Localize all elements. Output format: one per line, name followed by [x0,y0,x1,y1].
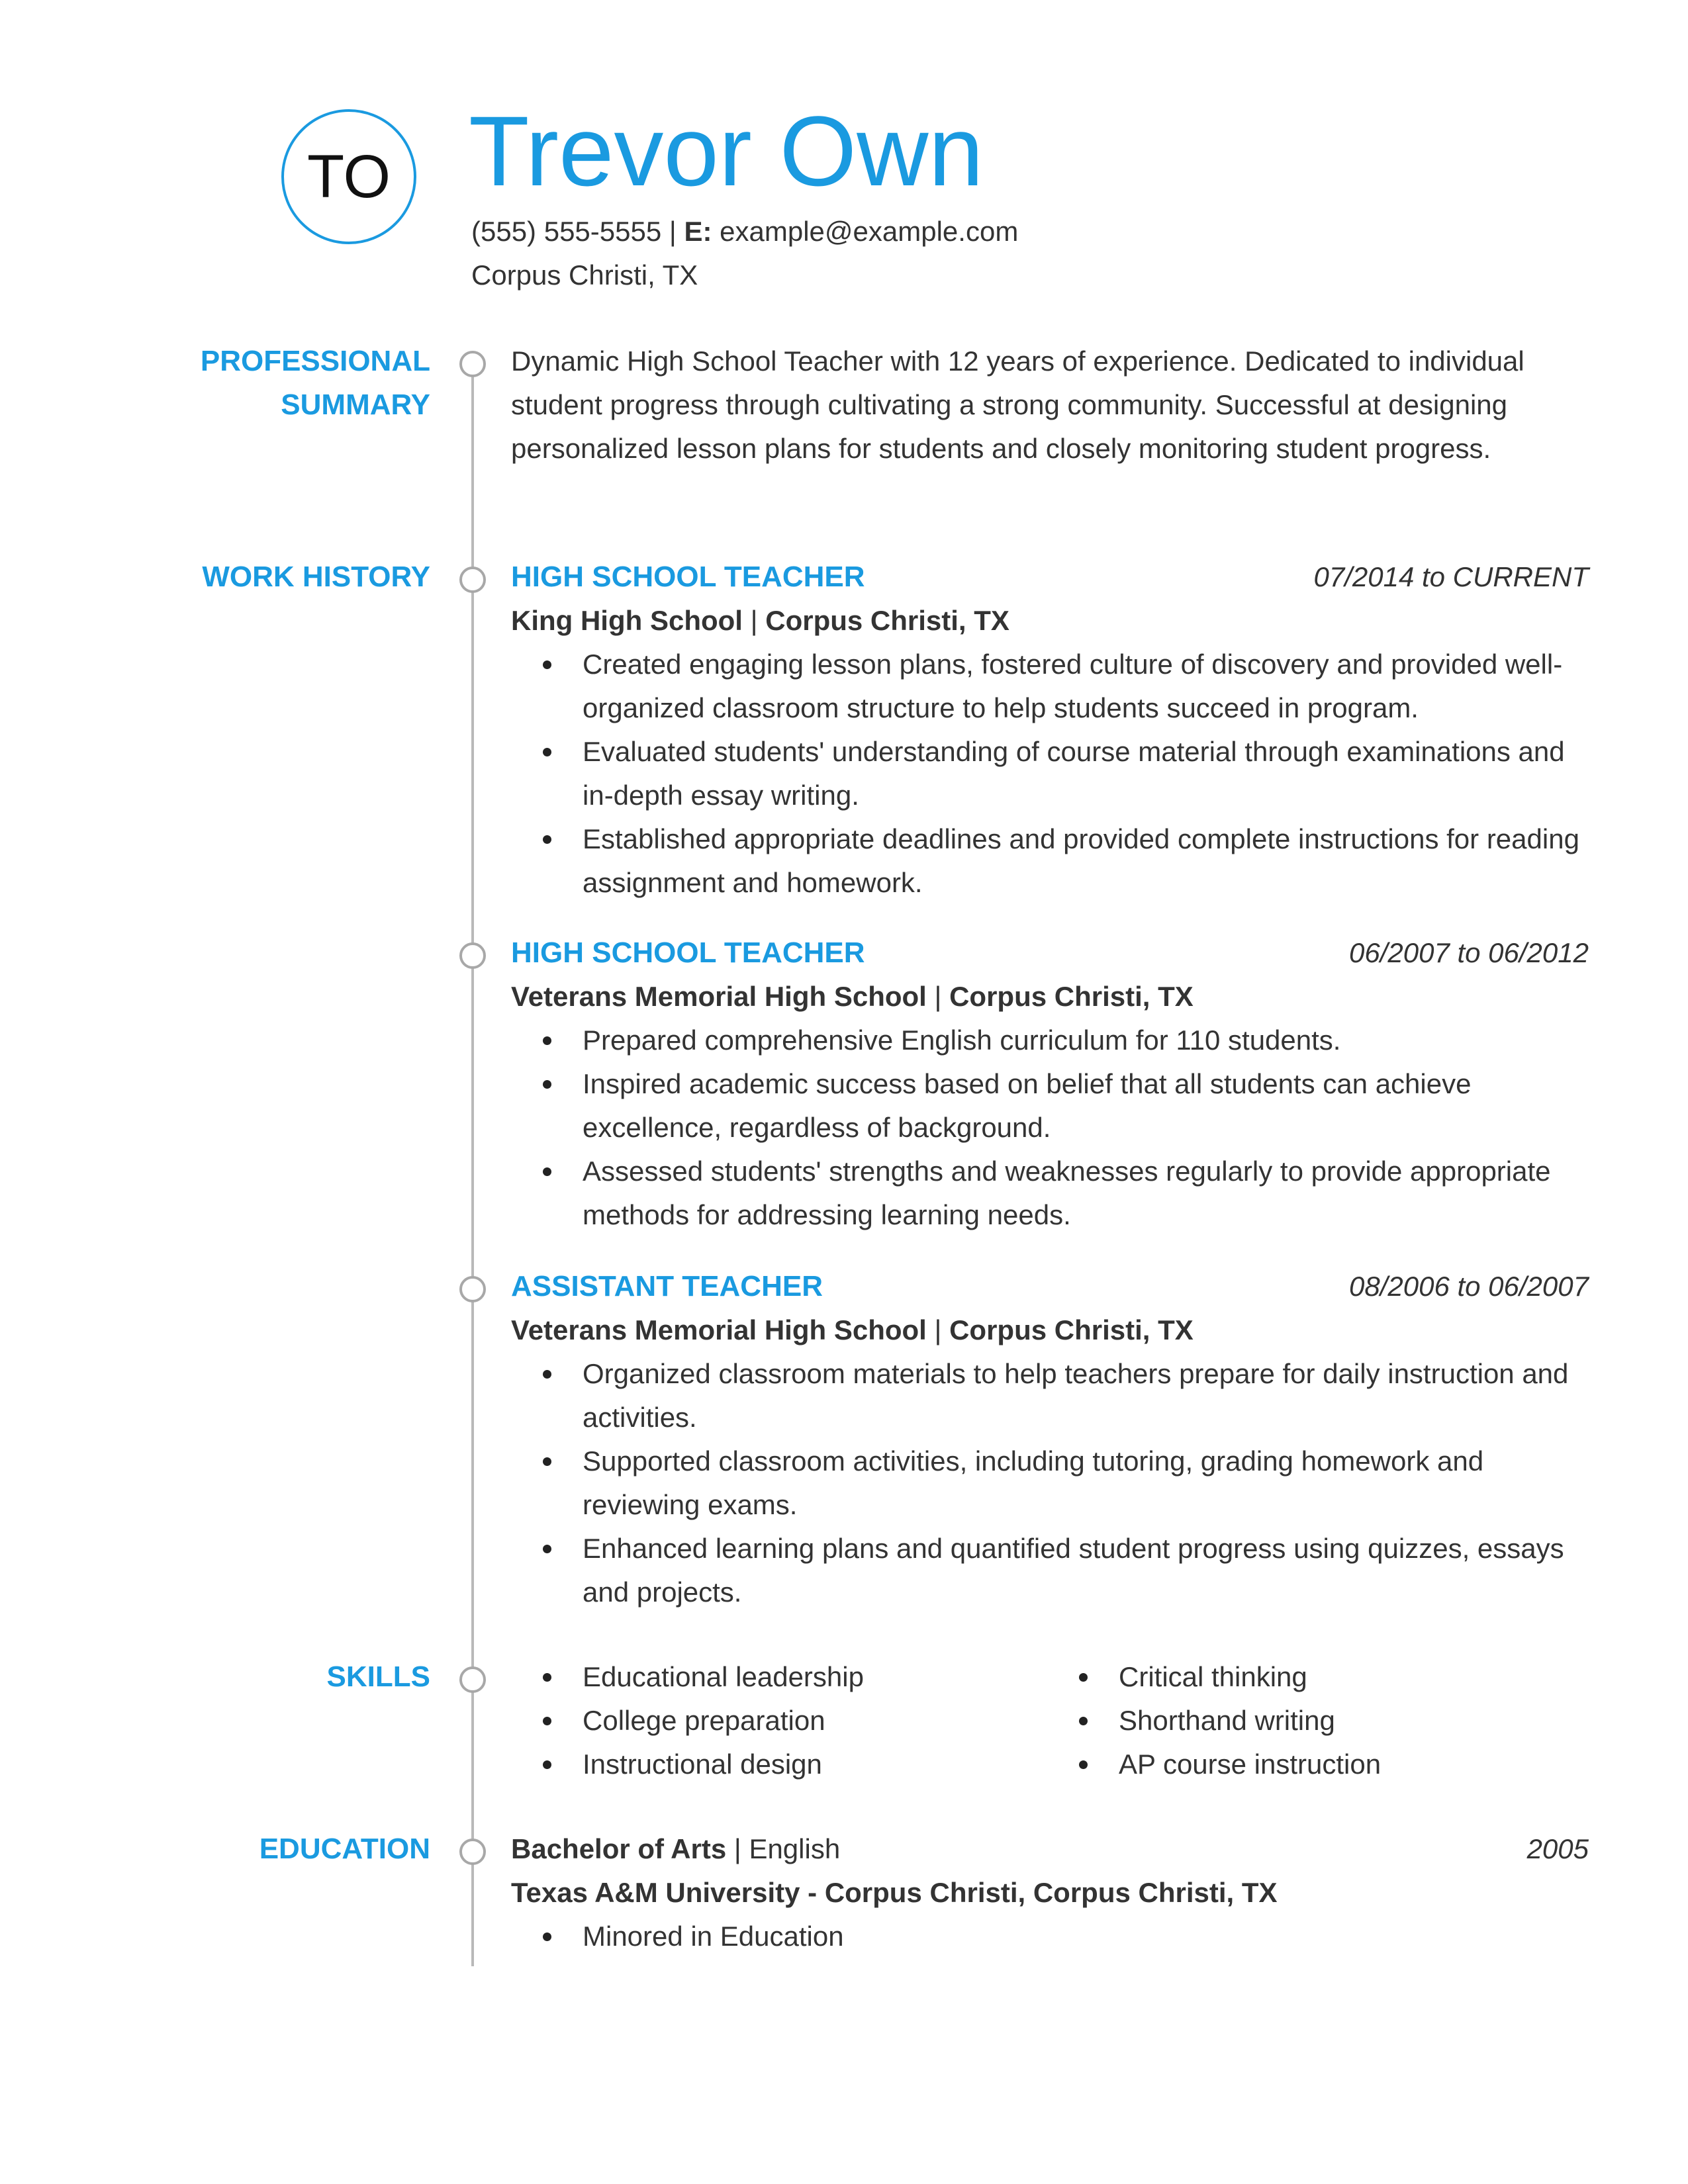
list-item: Supported classroom activities, including tutoring, grading homework and reviewing exams. [511,1439,1589,1527]
job-bullets [511,1352,1589,1614]
summary-label-line2: SUMMARY [281,388,430,421]
contact-line [471,212,1018,251]
list-item: Inspired academic success based on belief that all students can achieve excellence, regardless of background. [511,1062,1589,1150]
separator: | [669,216,677,247]
candidate-name: Trevor Own [469,95,984,206]
school-name: Texas A&M University - Corpus Christi, Corpus Christi, TX [511,1877,1278,1908]
skill-item: Shorthand writing [1047,1699,1583,1743]
list-item: Minored in Education [511,1915,1589,1958]
job-employer [511,975,1589,1019]
job-employer [511,1308,1589,1352]
separator: | [934,981,942,1012]
skill-item: Instructional design [511,1743,1047,1786]
timeline-dot-job-3 [459,1276,486,1302]
job-header [511,931,1589,975]
skills-column-1 [511,1655,1047,1786]
section-label-skills: SKILLS [326,1661,430,1693]
job-employer [511,599,1589,643]
timeline-dot-summary [459,351,486,377]
timeline-dot-job-1 [459,567,486,593]
education-header [511,1827,1589,1871]
list-item: Evaluated students' understanding of course material through examinations and in-depth essay writing. [511,730,1589,817]
section-label-summary [201,340,430,427]
skills-column-2 [1047,1655,1583,1786]
skill-item: AP course instruction [1047,1743,1583,1786]
list-item: Established appropriate deadlines and provided complete instructions for reading assignment and homework. [511,817,1589,905]
phone: (555) 555-5555 [471,216,662,247]
list-item: Assessed students' strengths and weaknesses regularly to provide appropriate methods for addressing learning needs. [511,1150,1589,1237]
separator: | [733,1833,741,1864]
graduation-year: 2005 [1526,1833,1589,1864]
skill-item: Educational leadership [511,1655,1047,1699]
degree: Bachelor of Arts [511,1833,727,1864]
employer-location: Corpus Christi, TX [765,605,1009,636]
job-bullets [511,1019,1589,1237]
summary-label-line1: PROFESSIONAL [200,345,430,377]
skills-grid [511,1655,1589,1786]
section-label-education: EDUCATION [259,1833,430,1865]
employer-name: Veterans Memorial High School [511,1314,927,1345]
job-entry [511,1265,1589,1614]
monogram-avatar [281,109,416,244]
list-item: Organized classroom materials to help teachers prepare for daily instruction and activities. [511,1352,1589,1439]
separator: | [934,1314,942,1345]
education-bullets [511,1915,1589,1958]
employer-location: Corpus Christi, TX [949,1314,1194,1345]
job-header [511,1265,1589,1308]
section-label-work-history: WORK HISTORY [202,561,430,593]
skills-section [511,1655,1589,1786]
job-entry [511,555,1589,905]
degree-line [511,1833,840,1864]
job-title: HIGH SCHOOL TEACHER [511,561,865,593]
job-title: ASSISTANT TEACHER [511,1270,823,1302]
job-header [511,555,1589,599]
list-item: Created engaging lesson plans, fostered culture of discovery and provided well-organized classroom structure to help students succeed in program. [511,643,1589,730]
job-dates: 07/2014 to CURRENT [1313,561,1589,592]
education-entry [511,1827,1589,1958]
job-dates: 08/2006 to 06/2007 [1348,1271,1589,1302]
list-item: Enhanced learning plans and quantified student progress using quizzes, essays and projects. [511,1527,1589,1614]
email-label: E: [684,216,712,247]
email-link[interactable]: example@example.com [720,216,1019,247]
list-item: Prepared comprehensive English curriculum for 110 students. [511,1019,1589,1062]
timeline-dot-skills [459,1666,486,1693]
skill-item: Critical thinking [1047,1655,1583,1699]
job-entry [511,931,1589,1237]
timeline-line [471,361,474,1966]
summary-text: Dynamic High School Teacher with 12 years of experience. Dedicated to individual student progress through cultivating a strong community. Successful at designing personalized lesson plans for students and closely monitoring student progress. [511,345,1524,464]
timeline-dot-education [459,1839,486,1865]
initials: TO [306,142,391,210]
location: Corpus Christi, TX [471,259,698,291]
employer-name: King High School [511,605,743,636]
skill-item: College preparation [511,1699,1047,1743]
job-title: HIGH SCHOOL TEACHER [511,936,865,969]
field-of-study: English [749,1833,841,1864]
job-dates: 06/2007 to 06/2012 [1348,937,1589,968]
employer-name: Veterans Memorial High School [511,981,927,1012]
separator: | [750,605,758,636]
employer-location: Corpus Christi, TX [949,981,1194,1012]
job-bullets [511,643,1589,905]
timeline-dot-job-2 [459,942,486,969]
